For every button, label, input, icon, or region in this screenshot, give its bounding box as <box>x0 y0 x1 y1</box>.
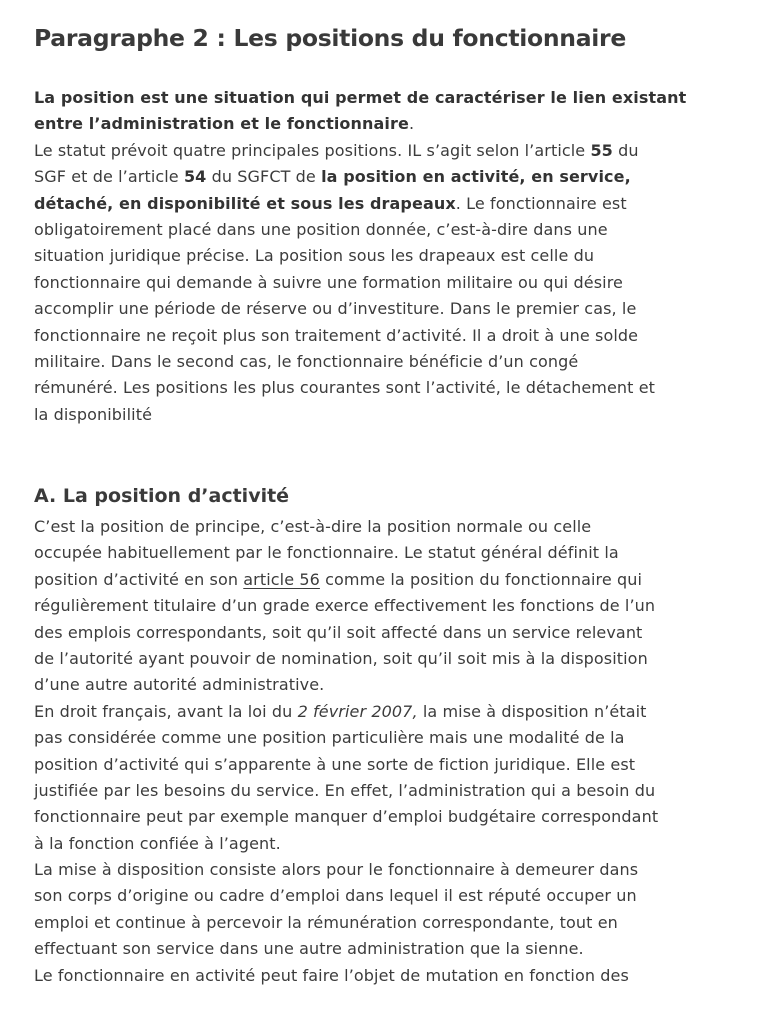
text-line: entre l’administration et le fonctionnaire. <box>34 114 415 134</box>
text-line: militaire. Dans le second cas, le fonctionnaire bénéficie d’un congé <box>34 351 579 371</box>
text-line: justifiée par les besoins du service. En effet, l’administration qui a besoin du <box>34 780 656 800</box>
text-line: position d’activité qui s’apparente à une sorte de fiction juridique. Elle est <box>34 754 636 774</box>
text-line: la disponibilité <box>34 404 153 424</box>
section-a-paragraph <box>34 514 734 989</box>
text-line: emploi et continue à percevoir la rémunération correspondante, tout en <box>34 912 618 932</box>
text-line: régulièrement titulaire d’un grade exerce effectivement les fonctions de l’un <box>34 596 656 616</box>
text-line: son corps d’origine ou cadre d’emploi dans lequel il est réputé occuper un <box>34 886 637 906</box>
text-line: Le fonctionnaire en activité peut faire l’objet de mutation en fonction des <box>34 965 629 985</box>
text-line: à la fonction confiée à l’agent. <box>34 833 281 853</box>
text-line: occupée habituellement par le fonctionnaire. Le statut général définit la <box>34 543 619 563</box>
text-line: situation juridique précise. La position sous les drapeaux est celle du <box>34 246 595 266</box>
text-line: fonctionnaire qui demande à suivre une formation militaire ou qui désire <box>34 272 623 292</box>
text-line: détaché, en disponibilité et sous les drapeaux. Le fonctionnaire est <box>34 193 627 213</box>
article-56-link[interactable]: article 56 <box>243 569 320 589</box>
intro-paragraph <box>34 85 734 428</box>
text-line: obligatoirement placé dans une position donnée, c’est-à-dire dans une <box>34 219 608 239</box>
text-line: des emplois correspondants, soit qu’il soit affecté dans un service relevant <box>34 622 643 642</box>
text-line: SGF et de l’article 54 du SGFCT de la position en activité, en service, <box>34 167 631 187</box>
text-line: d’une autre autorité administrative. <box>34 675 325 695</box>
text-line: En droit français, avant la loi du 2 février 2007, la mise à disposition n’était <box>34 701 647 721</box>
text-line: C’est la position de principe, c’est-à-dire la position normale ou celle <box>34 517 592 536</box>
text-line: La mise à disposition consiste alors pour le fonctionnaire à demeurer dans <box>34 860 639 880</box>
text-line: de l’autorité ayant pouvoir de nomination, soit qu’il soit mis à la disposition <box>34 648 648 668</box>
text-line: Le statut prévoit quatre principales positions. IL s’agit selon l’article 55 du <box>34 140 639 160</box>
text-line: effectuant son service dans une autre administration que la sienne. <box>34 939 584 959</box>
text-line: rémunéré. Les positions les plus courantes sont l’activité, le détachement et <box>34 378 656 398</box>
text-line: accomplir une période de réserve ou d’investiture. Dans le premier cas, le <box>34 299 637 319</box>
text-line: pas considérée comme une position particulière mais une modalité de la <box>34 728 625 748</box>
text-line: fonctionnaire peut par exemple manquer d’emploi budgétaire correspondant <box>34 807 659 827</box>
page-title: Paragraphe 2 : Les positions du fonctionnaire <box>34 24 626 52</box>
text-line: fonctionnaire ne reçoit plus son traitement d’activité. Il a droit à une solde <box>34 325 639 345</box>
text-line: La position est une situation qui permet de caractériser le lien existant <box>34 88 687 107</box>
section-a-title: A. La position d’activité <box>34 485 290 507</box>
text-line: position d’activité en son article 56 comme la position du fonctionnaire qui <box>34 569 643 589</box>
